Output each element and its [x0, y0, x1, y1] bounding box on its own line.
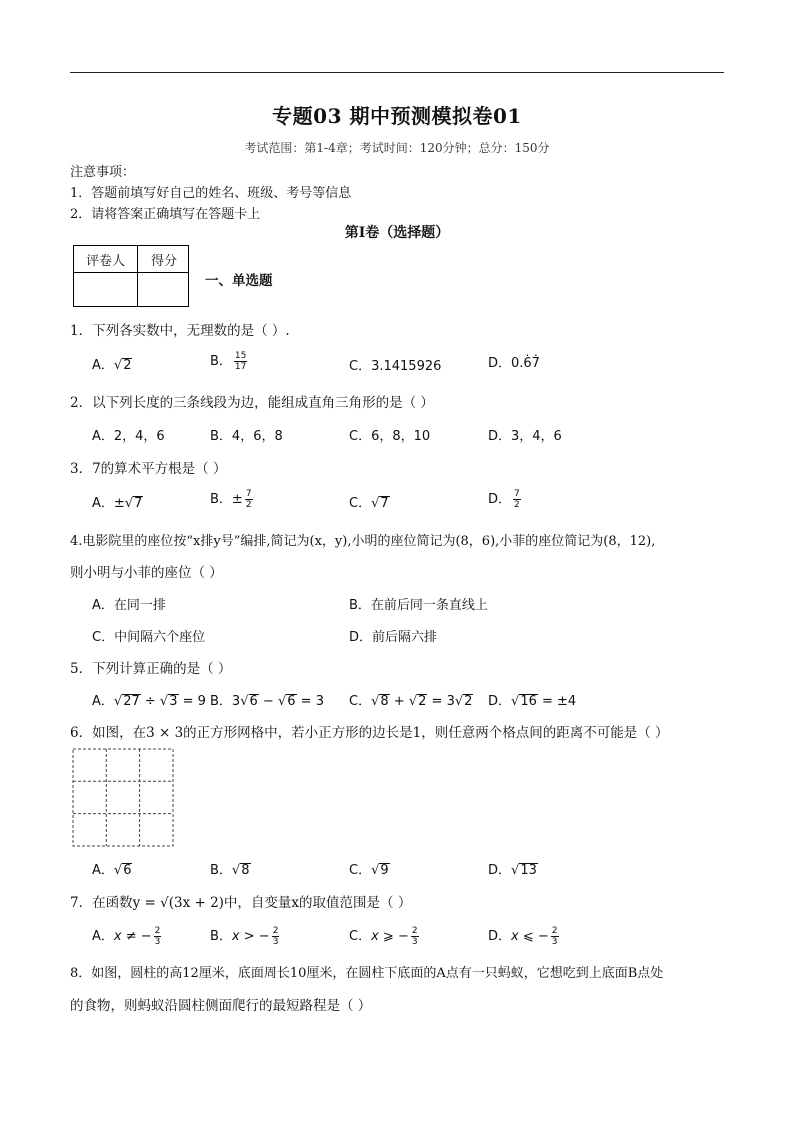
section-title: 一、单选题: [205, 273, 273, 289]
question-4-line-2: 则小明与小菲的座位（ ）: [70, 565, 223, 581]
notice-heading: 注意事项：: [70, 165, 136, 180]
q2-option-b: B．4，6，8: [210, 429, 283, 444]
q7-option-b: B．x > − $\frac{2}{3}$: [210, 926, 279, 947]
notice-item-2: 2．请将答案正确填写在答题卡上: [70, 207, 261, 222]
q5-option-a: A．√27 ÷ √3 = 9: [92, 694, 206, 709]
q6-option-d: D．√13: [488, 863, 537, 878]
q5-option-d: D．√16 = ±4: [488, 694, 577, 709]
score-table: [73, 245, 189, 307]
question-4: 4.电影院里的座位按“x排y号”编排,简记为(x，y),小明的座位简记为(8，6),小菲的座位简记为(8，12),: [70, 534, 656, 549]
question-8-line-2: 的食物，则蚂蚁沿圆柱侧面爬行的最短路程是（ ）: [70, 998, 372, 1014]
question-8: 8．如图，圆柱的高12厘米，底面周长10厘米，在圆柱下底面的A点有一只蚂蚁，它想吃到上底面B点处: [70, 966, 664, 981]
q6-option-b: B．√8: [210, 863, 250, 878]
q4-option-a: A．在同一排: [92, 598, 166, 613]
q1-option-b: B． $\frac{15}{17}$: [210, 351, 247, 372]
q3-option-d: D． $\frac{7}{2}$: [488, 489, 520, 510]
q5-option-b: B．3√6 − √6 = 3: [210, 694, 324, 709]
q2-option-a: A．2，4，6: [92, 429, 165, 444]
q3-option-c: C．√7: [349, 496, 389, 511]
part-title: 第I卷（选择题）: [344, 225, 450, 241]
q4-option-b: B．在前后同一条直线上: [349, 598, 488, 613]
notice-item-1: 1．答题前填写好自己的姓名、班级、考号等信息: [70, 186, 352, 201]
score-label: 得分: [150, 254, 177, 269]
header-rule: [70, 72, 724, 73]
question-3: 3．7的算术平方根是（ ）: [70, 461, 227, 477]
q2-option-c: C．6，8，10: [349, 429, 431, 444]
q7-option-a: A．x ≠ − $\frac{2}{3}$: [92, 926, 161, 947]
q3-option-a: A．±√7: [92, 496, 143, 511]
q7-option-d: D．x ⩽ − $\frac{2}{3}$: [488, 926, 558, 947]
q6-option-c: C．√9: [349, 863, 389, 878]
question-2: 2．以下列长度的三条线段为边，能组成直角三角形的是（ ）: [70, 395, 434, 411]
q6-option-a: A．√6: [92, 863, 132, 878]
q5-option-c: C．√8 + √2 = 3√2: [349, 694, 473, 709]
question-1: 1．下列各实数中，无理数的是（ ）.: [70, 323, 290, 339]
q2-option-d: D．3，4，6: [488, 429, 562, 444]
q3-option-b: B．± $\frac{7}{2}$: [210, 489, 252, 510]
q7-option-c: C．x ⩾ − $\frac{2}{3}$: [349, 926, 418, 947]
q1-option-c: C．3.1415926: [349, 359, 442, 374]
question-7: 7．在函数y = √(3x + 2)中，自变量x的取值范围是（ ）: [70, 895, 412, 911]
grader-label: 评卷人: [85, 254, 125, 269]
q1-option-a: A．√2: [92, 358, 132, 373]
question-5: 5．下列计算正确的是（ ）: [70, 661, 232, 677]
exam-info: 考试范围：第1-4章；考试时间：120分钟；总分：150分: [244, 141, 550, 155]
q4-option-d: D．前后隔六排: [349, 630, 438, 645]
grid-figure: [72, 748, 174, 847]
page-title: 专题03 期中预测模拟卷01: [272, 104, 522, 128]
question-6: 6．如图，在3 × 3的正方形网格中，若小正方形的边长是1，则任意两个格点间的距离不可能是（ ）: [70, 725, 669, 741]
q1-option-d: D．0.6̇7̇: [488, 356, 540, 371]
q4-option-c: C．中间隔六个座位: [92, 630, 206, 645]
